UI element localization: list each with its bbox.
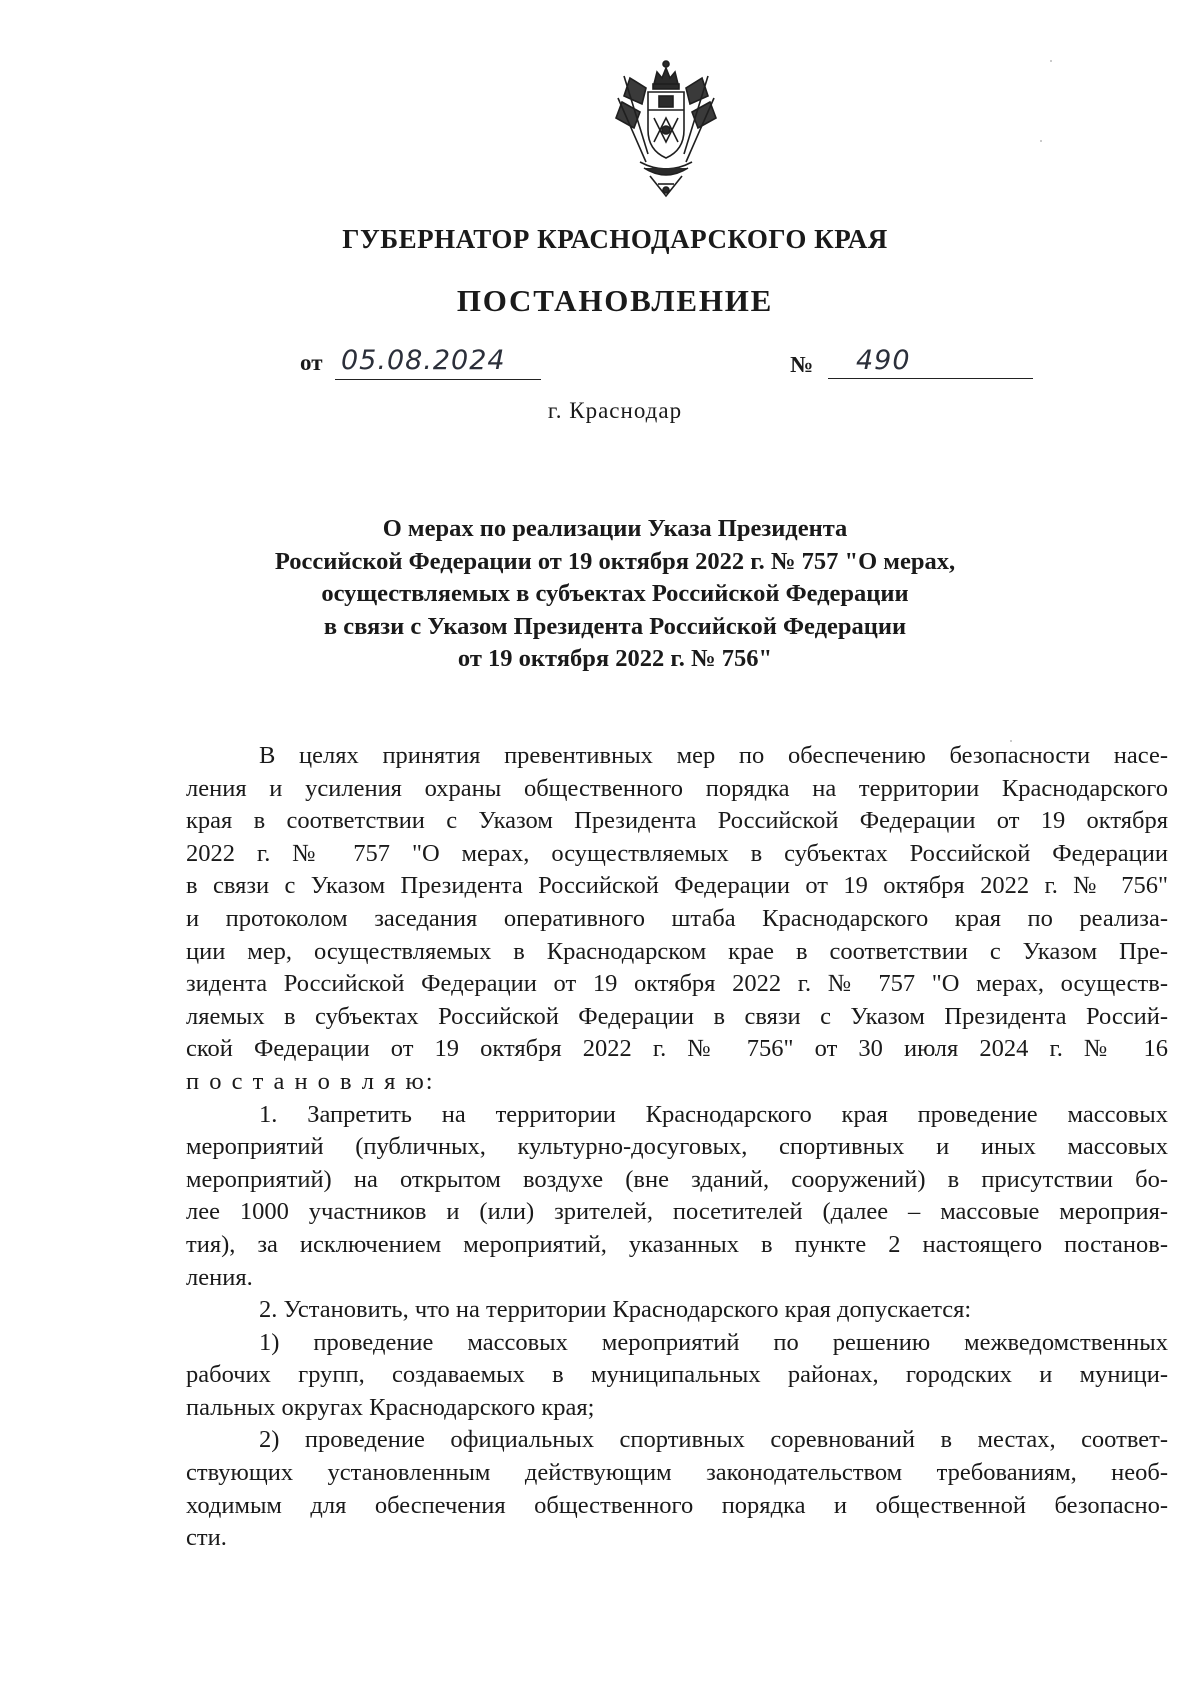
body-line: ления. xyxy=(186,1263,253,1291)
document-date-field xyxy=(335,345,541,380)
body-line: 1. Запретить на территории Краснодарского края проведение массовых xyxy=(259,1100,1168,1128)
body-line: ствующих установленным действующим законодательством требованиям, необ- xyxy=(186,1459,1168,1487)
body-line: ления и усиления охраны общественного порядка на территории Краснодарского xyxy=(186,774,1168,802)
date-label: от xyxy=(300,350,323,375)
title-line: О мерах по реализации Указа Президента xyxy=(382,515,848,542)
body-line: рабочих групп, создаваемых в муниципальных районах, городских и муници- xyxy=(186,1361,1168,1389)
document-date-value: 05.08.2024 xyxy=(341,345,506,376)
document-type: ПОСТАНОВЛЕНИЕ xyxy=(456,283,774,318)
body-line-resolution: п о с т а н о в л я ю: xyxy=(186,1067,435,1095)
body-line: 2) проведение официальных спортивных соревнований в местах, соответ- xyxy=(259,1426,1168,1454)
scan-speck xyxy=(1010,740,1012,742)
title-line: в связи с Указом Президента Российской Федерации xyxy=(323,612,907,640)
document-title xyxy=(220,513,1010,676)
number-label: № xyxy=(790,352,814,377)
body-line: ции мер, осуществляемых в Краснодарском крае в соответствии с Указом Пре- xyxy=(186,937,1168,965)
document-body xyxy=(186,740,1168,1555)
scan-speck xyxy=(1040,140,1042,142)
body-line: пальных округах Краснодарского края; xyxy=(186,1393,595,1421)
body-line: мероприятий (публичных, культурно-досуговых, спортивных и иных массовых xyxy=(186,1133,1168,1161)
issuing-authority: ГУБЕРНАТОР КРАСНОДАРСКОГО КРАЯ xyxy=(342,224,888,254)
body-line: сти. xyxy=(186,1524,227,1552)
issuing-city: г. Краснодар xyxy=(547,398,683,423)
body-line: ской Федерации от 19 октября 2022 г. № 756" от 30 июля 2024 г. № 16 xyxy=(186,1035,1168,1063)
body-line: мероприятий) на открытом воздухе (вне зданий, сооружений) в присутствии бо- xyxy=(186,1165,1168,1193)
body-line: 2022 г. № 757 "О мерах, осуществляемых в субъектах Российской Федерации xyxy=(186,839,1168,867)
title-line: осуществляемых в субъектах Российской Федерации xyxy=(321,580,909,607)
body-line: края в соответствии с Указом Президента Российской Федерации от 19 октября xyxy=(186,807,1168,835)
body-line: зидента Российской Федерации от 19 октября 2022 г. № 757 "О мерах, осуществ- xyxy=(186,970,1168,998)
body-line: ляемых в субъектах Российской Федерации в связи с Указом Президента Россий- xyxy=(186,1002,1168,1030)
body-line: и протоколом заседания оперативного штаба Краснодарского края по реализа- xyxy=(186,904,1168,932)
document-number-value: 490 xyxy=(856,345,911,376)
body-line: 2. Установить, что на территории Краснодарского края допускается: xyxy=(259,1296,972,1324)
body-line: в связи с Указом Президента Российской Федерации от 19 октября 2022 г. № 756" xyxy=(186,872,1168,900)
body-line: 1) проведение массовых мероприятий по решению межведомственных xyxy=(259,1328,1168,1356)
body-line: лее 1000 участников и (или) зрителей, посетителей (далее – массовые мероприя- xyxy=(186,1198,1168,1226)
title-line: Российской Федерации от 19 октября 2022 г. № 757 "О мерах, xyxy=(274,547,956,575)
body-line: тия), за исключением мероприятий, указанных в пункте 2 настоящего постанов- xyxy=(186,1230,1168,1258)
body-line: В целях принятия превентивных мер по обеспечению безопасности насе- xyxy=(259,742,1168,769)
krasnodar-coat-of-arms-icon xyxy=(610,58,722,200)
title-line: от 19 октября 2022 г. № 756" xyxy=(457,645,773,672)
body-line: ходимым для обеспечения общественного порядка и общественной безопасно- xyxy=(186,1491,1168,1519)
document-number-field xyxy=(828,345,1033,379)
scan-speck xyxy=(1050,60,1052,62)
